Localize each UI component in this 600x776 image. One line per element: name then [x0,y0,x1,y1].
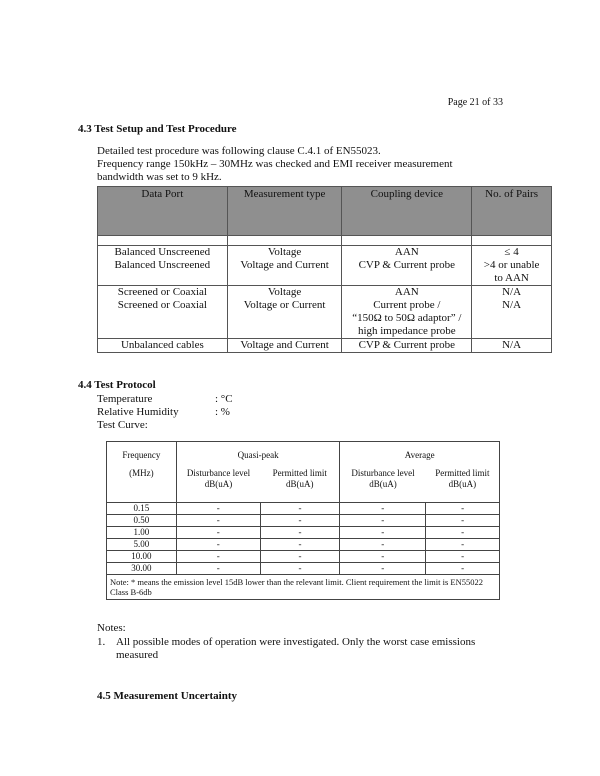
page-number: Page 21 of 33 [447,97,503,108]
table-cell: - [426,563,500,575]
table-cell: - [340,551,426,563]
table-cell: - [426,551,500,563]
section-heading-4-5: 4.5 Measurement Uncertainty [97,690,238,702]
table-row [107,503,500,515]
table-cell: Voltage [227,286,342,300]
col-header-avg-disturbance: Disturbance level dB(uA) [340,462,426,503]
table-cell: - [426,515,500,527]
table-row [107,539,500,551]
table-cell: 1.00 [107,527,177,539]
table-cell: Voltage and Current [227,339,342,353]
temperature-label: Temperature [97,393,153,405]
col-header-measurement-type: Measurement type [227,187,342,236]
table-cell: - [260,539,340,551]
table-cell: - [340,563,426,575]
table-cell: Balanced Unscreened [98,259,228,286]
humidity-value: : % [215,406,230,418]
table-cell: - [176,563,260,575]
table-cell: 10.00 [107,551,177,563]
col-header-no-of-pairs: No. of Pairs [472,187,552,236]
table-cell: Current probe / “150Ω to 50Ω adaptor” / high impedance probe [342,299,472,339]
table-cell: CVP & Current probe [342,339,472,353]
note-1-text: All possible modes of operation were investigated. Only the worst case emissions [116,636,476,648]
col-header-mhz: (MHz) [107,462,177,503]
col-header-avg-limit: Permitted limit dB(uA) [426,462,500,503]
table-cell: - [340,527,426,539]
table-cell: ≤ 4 [472,246,552,260]
table-cell: N/A [472,299,552,339]
col-header-frequency: Frequency [107,442,177,463]
table-cell: - [426,527,500,539]
table-cell: 5.00 [107,539,177,551]
table-cell: - [340,539,426,551]
note-1-number: 1. [97,636,106,648]
table-cell: Voltage or Current [227,299,342,339]
table-cell: CVP & Current probe [342,259,472,286]
procedure-text-line1: Detailed test procedure was following clause C.4.1 of EN55023. [97,145,381,157]
table-row [107,563,500,575]
table-cell: - [176,539,260,551]
table-cell: - [426,503,500,515]
table-cell: Voltage and Current [227,259,342,286]
table-cell: Voltage [227,246,342,260]
table-cell: AAN [342,246,472,260]
col-header-data-port: Data Port [98,187,228,236]
test-results-table [106,441,500,600]
note-1-text-cont: measured [116,649,159,661]
table-cell: - [176,515,260,527]
table-cell: N/A [472,286,552,300]
table-header-row [107,442,500,463]
table-note-row [107,575,500,600]
section-heading-4-3: 4.3 Test Setup and Test Procedure [78,123,237,135]
table-cell: Balanced Unscreened [98,246,228,260]
table-cell: - [260,503,340,515]
table-cell: AAN [342,286,472,300]
table-cell: - [340,503,426,515]
table-cell: - [260,515,340,527]
table-cell: Screened or Coaxial [98,299,228,339]
col-header-quasi-peak: Quasi-peak [176,442,340,463]
table-cell: - [176,503,260,515]
procedure-text-line2: Frequency range 150kHz – 30MHz was checked and EMI receiver measurement [97,158,453,170]
table-cell: 0.15 [107,503,177,515]
procedure-text-line3: bandwidth was set to 9 kHz. [97,171,222,183]
table-note: Note: * means the emission level 15dB lower than the relevant limit. Client requirement the limit is EN55022 Class B-6db [107,575,500,600]
col-header-coupling-device: Coupling device [342,187,472,236]
table-row [98,259,552,286]
table-cell: - [260,563,340,575]
temperature-value: : °C [215,393,233,405]
table-cell: >4 or unable to AAN [472,259,552,286]
test-curve-label: Test Curve: [97,419,148,431]
table-header-row [98,187,552,236]
table-cell: 0.50 [107,515,177,527]
table-row [98,286,552,300]
table-cell: - [176,551,260,563]
table-cell: - [260,527,340,539]
col-header-average: Average [340,442,500,463]
table-row [107,527,500,539]
table-cell: Unbalanced cables [98,339,228,353]
table-row [98,299,552,339]
table-cell: Screened or Coaxial [98,286,228,300]
table-subheader-row [107,462,500,503]
table-cell: - [260,551,340,563]
table-cell: 30.00 [107,563,177,575]
table-cell: N/A [472,339,552,353]
notes-heading: Notes: [97,622,126,634]
table-row [107,515,500,527]
table-cell: - [426,539,500,551]
table-row [98,339,552,353]
table-cell: - [176,527,260,539]
table-cell: - [340,515,426,527]
port-coupling-table [97,186,552,353]
col-header-qp-limit: Permitted limit dB(uA) [260,462,340,503]
table-row [107,551,500,563]
table-row [98,246,552,260]
col-header-qp-disturbance: Disturbance level dB(uA) [176,462,260,503]
humidity-label: Relative Humidity [97,406,179,418]
section-heading-4-4: 4.4 Test Protocol [78,379,156,391]
